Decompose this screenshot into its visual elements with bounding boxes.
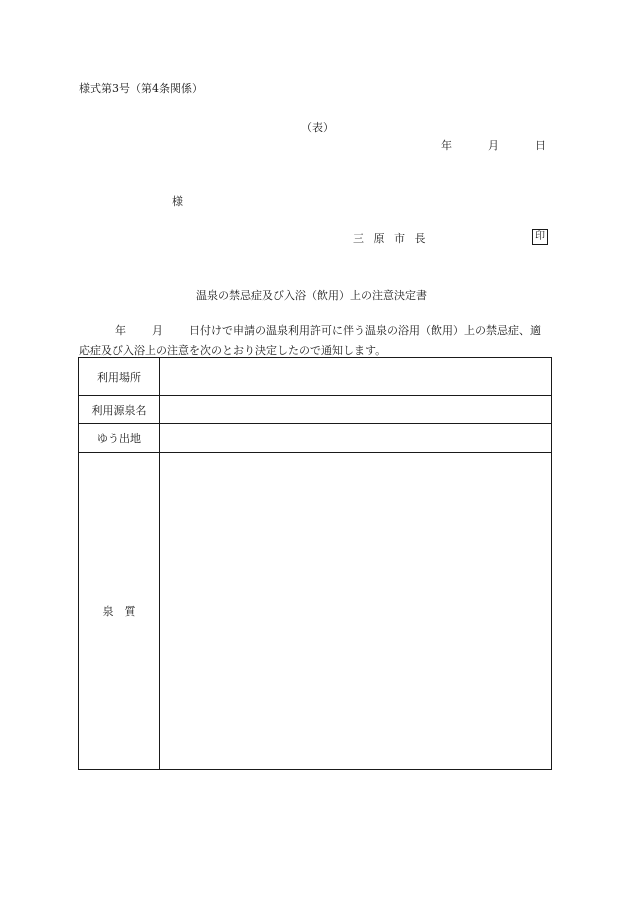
seal-mark: 印	[532, 229, 548, 245]
table-row	[79, 452, 552, 769]
document-title: 温泉の禁忌症及び入浴（飲用）上の注意決定書	[196, 289, 427, 302]
info-table	[78, 357, 552, 770]
addressee-honorific: 様	[172, 195, 183, 208]
row-value-spring-site[interactable]	[160, 424, 552, 452]
row-value-location[interactable]	[160, 358, 552, 396]
date-month-label: 月	[488, 139, 499, 152]
body-year-label: 年	[115, 324, 126, 337]
row-value-spring-quality[interactable]	[160, 452, 552, 769]
body-line-1-text: 日付けで申請の温泉利用許可に伴う温泉の浴用（飲用）上の禁忌症、適	[189, 324, 541, 337]
table-row	[79, 424, 552, 452]
row-label-spring-site: ゆう出地	[79, 424, 160, 452]
row-label-location: 利用場所	[79, 358, 160, 396]
row-label-spring-quality: 泉 質	[79, 452, 160, 769]
table-row	[79, 358, 552, 396]
side-label: （表）	[301, 121, 334, 134]
date-day-label: 日	[535, 139, 546, 152]
row-value-source-name[interactable]	[160, 396, 552, 424]
row-label-source-name: 利用源泉名	[79, 396, 160, 424]
body-month-label: 月	[152, 324, 163, 337]
body-line-2: 応症及び入浴上の注意を次のとおり決定したので通知します。	[79, 344, 387, 357]
table-row	[79, 396, 552, 424]
date-year-label: 年	[441, 139, 452, 152]
body-line-1	[115, 322, 541, 338]
form-number: 様式第3号（第4条関係）	[79, 82, 203, 95]
issuer-name: 三 原 市 長	[353, 232, 429, 245]
